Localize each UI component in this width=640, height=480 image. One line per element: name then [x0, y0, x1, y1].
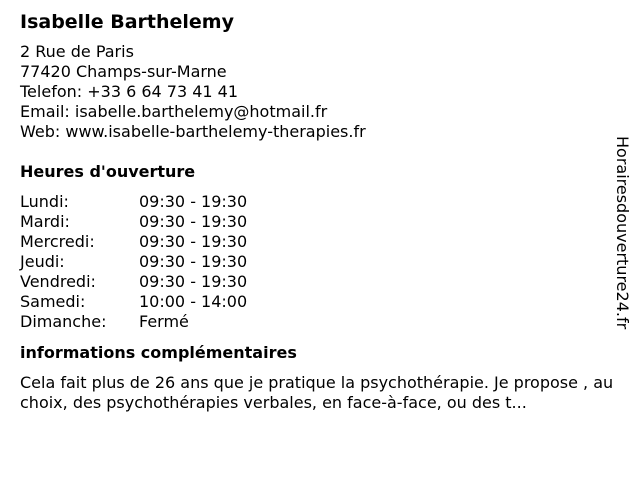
hours-row-wednesday: [20, 232, 620, 252]
hours-day: Mardi:: [20, 212, 70, 231]
business-card: [20, 8, 620, 413]
hours-time: 09:30 - 19:30: [139, 272, 248, 291]
opening-hours-title: Heures d'ouverture: [20, 162, 196, 181]
hours-day: Samedi:: [20, 292, 86, 311]
email-address[interactable]: Email: isabelle.barthelemy@hotmail.fr: [20, 102, 328, 121]
opening-hours-table: [20, 192, 620, 332]
watermark-text: Horairesdouverture24.fr: [613, 136, 632, 330]
additional-info-text: Cela fait plus de 26 ans que je pratique la psychothérapie. Je propose , au choix, des psychothérapies verbales, en face-à-face, ou des t...: [20, 373, 614, 412]
hours-day: Jeudi:: [20, 252, 65, 271]
hours-time: 10:00 - 14:00: [139, 292, 248, 311]
hours-row-thursday: [20, 252, 620, 272]
hours-day: Mercredi:: [20, 232, 95, 251]
hours-time: 09:30 - 19:30: [139, 252, 248, 271]
hours-day: Lundi:: [20, 192, 69, 211]
hours-time: Fermé: [139, 312, 189, 331]
additional-info-title: informations complémentaires: [20, 343, 297, 362]
address-street: 2 Rue de Paris: [20, 42, 134, 61]
hours-row-tuesday: [20, 212, 620, 232]
business-name: Isabelle Barthelemy: [20, 11, 234, 33]
hours-time: 09:30 - 19:30: [139, 192, 248, 211]
contact-details: [20, 42, 620, 142]
hours-time: 09:30 - 19:30: [139, 212, 248, 231]
phone-number[interactable]: Telefon: +33 6 64 73 41 41: [20, 82, 239, 101]
hours-row-saturday: [20, 292, 620, 312]
address-city: 77420 Champs-sur-Marne: [20, 62, 227, 81]
hours-row-sunday: [20, 312, 620, 332]
site-watermark: [610, 136, 634, 346]
website-link[interactable]: Web: www.isabelle-barthelemy-therapies.fr: [20, 122, 366, 141]
hours-row-monday: [20, 192, 620, 212]
hours-time: 09:30 - 19:30: [139, 232, 248, 251]
hours-day: Vendredi:: [20, 272, 96, 291]
hours-row-friday: [20, 272, 620, 292]
hours-day: Dimanche:: [20, 312, 107, 331]
